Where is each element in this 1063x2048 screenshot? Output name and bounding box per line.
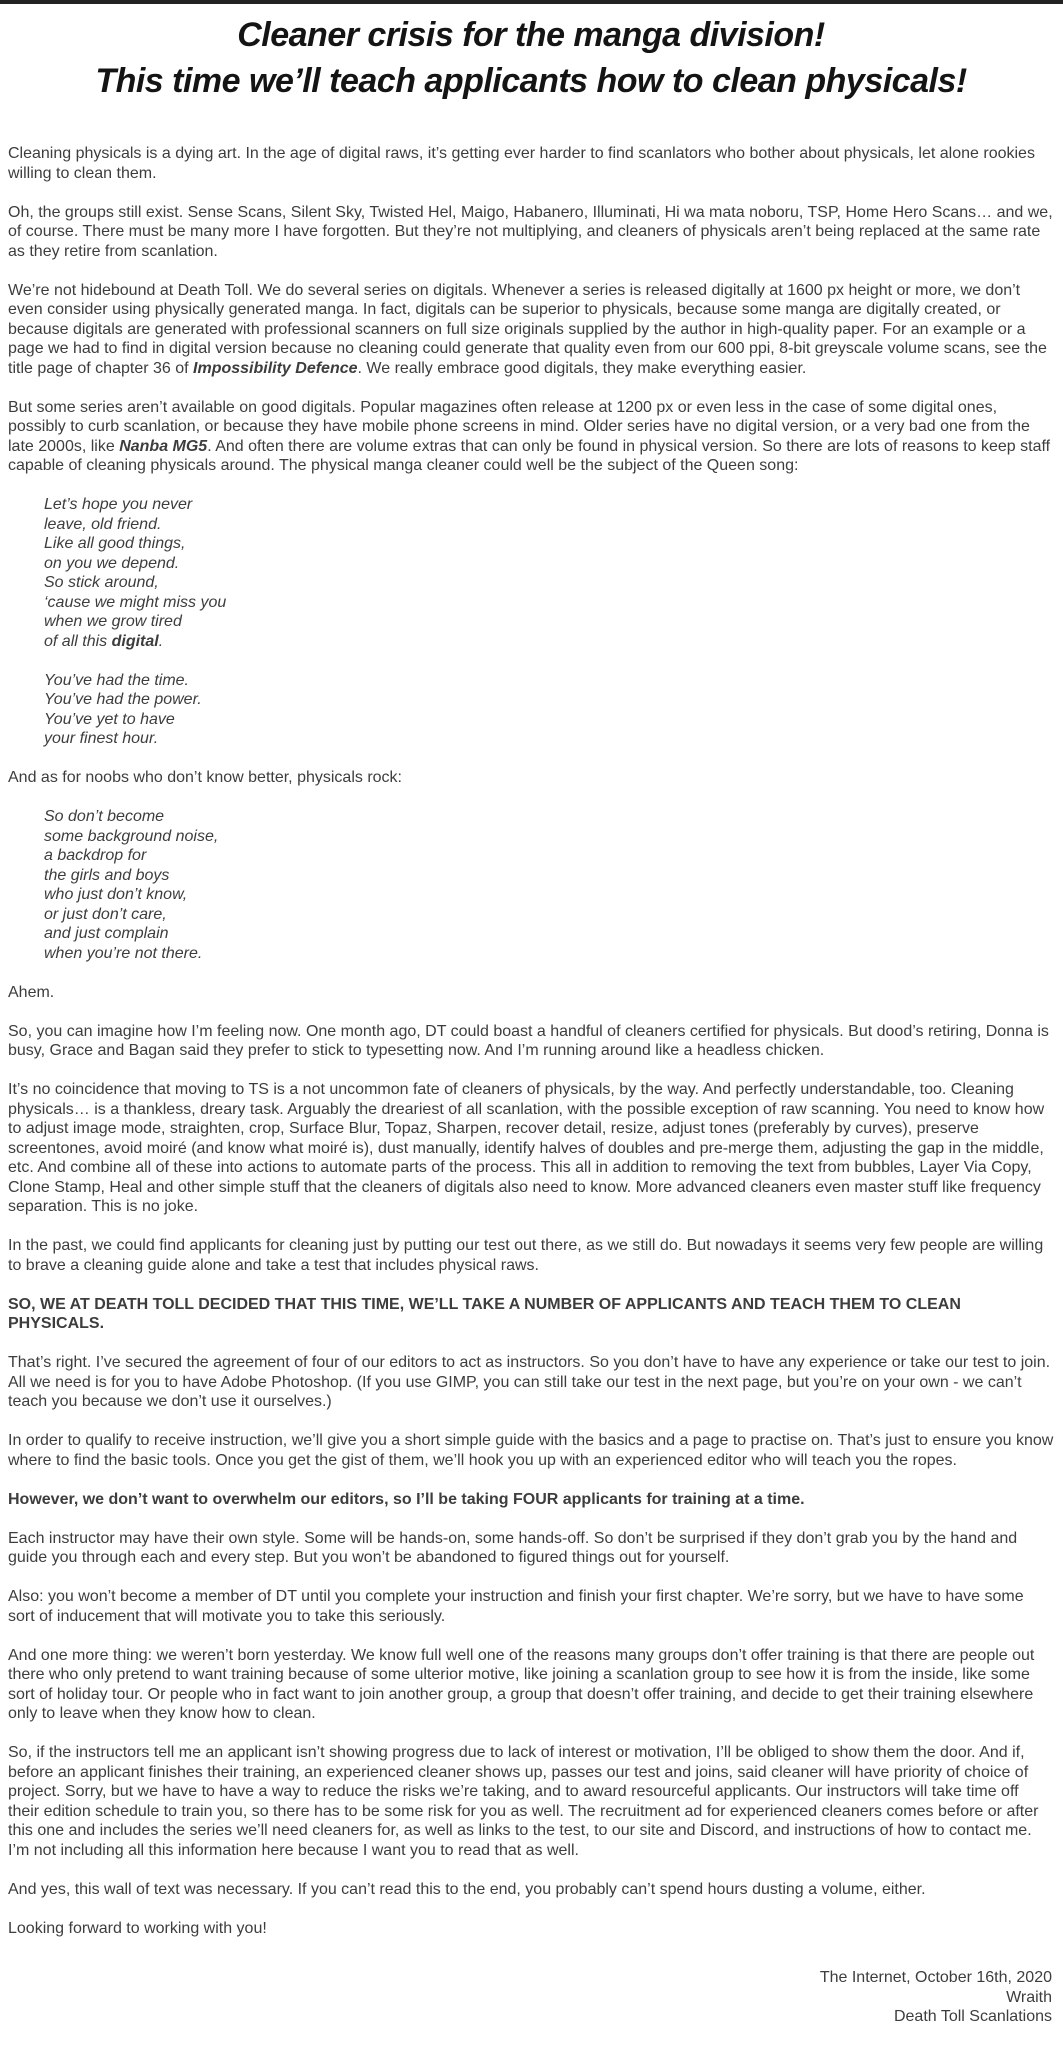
text-run: You’ve had the time. xyxy=(44,671,189,689)
page-title-line1: Cleaner crisis for the manga division! xyxy=(237,16,825,54)
text-run: So, you can imagine how I’m feeling now. One month ago, DT could boast a handful of cleaners certified for physicals. But dood’s retiring, Donna is busy, Grace and Bagan said they prefer to stick to typesetting now. And I’m running around like a headless chicken. xyxy=(8,1022,1049,1059)
paragraph xyxy=(8,768,1054,788)
text-run: . xyxy=(158,632,164,650)
text-run: Let’s hope you never xyxy=(44,496,193,513)
text-run: You’ve had the power. xyxy=(44,691,202,708)
text-run: So don’t become xyxy=(44,808,165,825)
verse-line xyxy=(44,924,1054,944)
signature-line: The Internet, October 16th, 2020 xyxy=(819,1969,1052,1986)
verse-line xyxy=(44,846,1054,866)
paragraph xyxy=(8,1743,1054,1860)
text-run: digital xyxy=(111,632,159,650)
paragraph xyxy=(8,1646,1054,1724)
text-run: your finest hour. xyxy=(44,730,159,747)
text-run: SO, WE AT DEATH TOLL DECIDED THAT THIS TIME, WE’LL TAKE A NUMBER OF APPLICANTS AND TEACH THEM TO CLEAN PHYSICALS. xyxy=(8,1295,961,1332)
text-run: of all this xyxy=(44,632,112,650)
song-verse xyxy=(44,807,1054,963)
text-run: In order to qualify to receive instruction, we’ll give you a short simple guide with the basics and a page to practise on. That’s just to ensure you know where to find the basic tools. Once you get the gist of them, we’ll hook you up with an experienced editor who will teach you the ropes. xyxy=(8,1432,1054,1469)
text-run: Cleaning physicals is a dying art. In the age of digital raws, it’s getting ever harder to find scanlators who bother about physicals, let alone rookies willing to clean them. xyxy=(8,145,1035,182)
verse-line xyxy=(44,866,1054,886)
emphasis-paragraph xyxy=(8,1490,1054,1510)
text-run: And yes, this wall of text was necessary. If you can’t read this to the end, you probably can’t spend hours dusting a volume, either. xyxy=(8,1880,926,1898)
top-border xyxy=(0,0,1063,4)
text-run: Impossibility Defence xyxy=(193,359,358,377)
song-verse xyxy=(44,671,1054,749)
paragraph xyxy=(8,144,1054,183)
text-run: Like all good things, xyxy=(44,535,186,552)
text-run: And as for noobs who don’t know better, physicals rock: xyxy=(8,769,402,786)
text-run: leave, old friend. xyxy=(44,515,162,533)
text-run: Ahem. xyxy=(8,983,55,1001)
text-run: So, if the instructors tell me an applicant isn’t showing progress due to lack of interest or motivation, I’ll be obliged to show them the door. And if, before an applicant finishes their training, an experienced cleaner shows up, passes our test and joins, said cleaner will have priority of choice of project. Sorry, but we have to have a way to reduce the risks we’re taking, and to award resourceful applicants. Our instructors will take time off their edition schedule to train you, so there has to be some risk for you as well. The recruitment ad for experienced cleaners comes before or after this one and includes the series we’ll need cleaners for, as well as links to the test, to our site and Discord, and instructions of how to contact me. I’m not including all this information here because I want you to read that as well. xyxy=(8,1744,1039,1859)
verse-line xyxy=(44,554,1054,574)
text-run: . And often there are volume extras that can only be found in physical version. So there are lots of reasons to keep staff capable of cleaning physicals around. The physical manga cleaner could well be the subject of the Queen song: xyxy=(8,437,1051,474)
verse-line xyxy=(44,710,1054,730)
page-title xyxy=(8,12,1054,104)
text-run: Oh, the groups still exist. Sense Scans, Silent Sky, Twisted Hel, Maigo, Habanero, Illuminati, Hi wa mata noboru, TSP, Home Hero Scans… and we, of course. There must be many more I have forgotten. But they’re not multiplying, and cleaners of physicals aren’t being replaced at the same rate as they retire from scanlation. xyxy=(8,203,1053,260)
text-run: Also: you won’t become a member of DT until you complete your instruction and finish your first chapter. We’re sorry, but we have to have some sort of inducement that will motivate you to take this seriously. xyxy=(8,1588,1024,1625)
verse-line xyxy=(44,632,1054,652)
text-run: a backdrop for xyxy=(44,847,147,864)
text-run: ‘cause we might miss you xyxy=(44,593,227,611)
text-run: who just don’t know, xyxy=(44,886,188,903)
text-run: That’s right. I’ve secured the agreement of four of our editors to act as instructors. So you don’t have to have any experience or take our test to join. All we need is for you to have Adobe Photoshop. (If you use GIMP, you can still take our test in the next page, but you’re on your own - we can’t teach you because we don’t use it ourselves.) xyxy=(8,1354,1051,1410)
paragraph xyxy=(8,1022,1054,1061)
text-run: You’ve yet to have xyxy=(44,710,175,728)
text-run: some background noise, xyxy=(44,827,219,845)
verse-line xyxy=(44,729,1054,749)
paragraph xyxy=(8,1080,1054,1217)
verse-line xyxy=(44,905,1054,925)
paragraph xyxy=(8,281,1054,379)
verse-line xyxy=(44,612,1054,632)
verse-line xyxy=(44,671,1054,691)
verse-line xyxy=(44,885,1054,905)
verse-line xyxy=(44,573,1054,593)
text-run: the girls and boys xyxy=(44,866,170,884)
text-run: We’re not hidebound at Death Toll. We do several series on digitals. Whenever a series is released digitally at 1600 px height or more, we don’t even consider using physically generated manga. In fact, digitals can be superior to physicals, because some manga are digitally created, or because digitals are generated with professional scanners on full size originals supplied by the author in high-quality paper. For an example or a page we had to find in digital version because no cleaning could generate that quality even from our 600 ppi, 8-bit greyscale volume scans, see the title page of chapter 36 of xyxy=(8,281,1047,377)
signature-line: Wraith xyxy=(1006,1988,1052,2006)
paragraph xyxy=(8,1353,1054,1412)
text-run: on you we depend. xyxy=(44,554,180,572)
paragraph xyxy=(8,1236,1054,1275)
text-run: Each instructor may have their own style. Some will be hands-on, some hands-off. So don’t be surprised if they don’t grab you by the hand and guide you through each and every step. But you won’t be abandoned to figured things out for yourself. xyxy=(8,1529,1018,1566)
paragraph xyxy=(8,1529,1054,1568)
emphasis-paragraph xyxy=(8,1295,1054,1334)
text-run: and just complain xyxy=(44,925,169,942)
text-run: when you’re not there. xyxy=(44,944,203,962)
verse-line xyxy=(44,593,1054,613)
paragraph xyxy=(8,1880,1054,1900)
verse-line xyxy=(44,944,1054,964)
signature-block xyxy=(8,1968,1054,2027)
verse-line xyxy=(44,807,1054,827)
text-run: when we grow tired xyxy=(44,613,182,630)
paragraph xyxy=(8,398,1054,476)
paragraph xyxy=(8,1919,1054,1939)
text-run: And one more thing: we weren’t born yesterday. We know full well one of the reasons many groups don’t offer training is that there are people out there who only pretend to want training because of some ulterior motive, like joining a scanlation group to see how it is from the inside, like some sort of holiday tour. Or people who in fact want to join another group, a group that doesn’t offer training, and decide to get their training elsewhere only to leave when they know how to clean. xyxy=(8,1646,1035,1722)
text-run: So stick around, xyxy=(44,574,159,591)
text-run: It’s no coincidence that moving to TS is a not uncommon fate of cleaners of physicals, by the way. And perfectly understandable, too. Cleaning physicals… is a thankless, dreary task. Arguably the dreariest of all scanlation, with the possible exception of raw scanning. You need to know how to adjust image mode, straighten, crop, Surface Blur, Topaz, Sharpen, recover detail, resize, adjust tones (preferably by curves), preserve screentones, avoid moiré (and know what moiré is), dust manually, identify halves of doubles and pre-merge them, adjusting the gap in the middle, etc. And combine all of these into actions to automate parts of the process. This all in addition to removing the text from bubbles, Layer Via Copy, Clone Stamp, Heal and other simple stuff that the cleaners of digitals also need to know. More advanced cleaners even master stuff like frequency separation. This is no joke. xyxy=(8,1081,1045,1215)
paragraph xyxy=(8,983,1054,1003)
paragraph xyxy=(8,203,1054,262)
verse-line xyxy=(44,534,1054,554)
text-run: or just don’t care, xyxy=(44,905,167,923)
paragraph xyxy=(8,1587,1054,1626)
signature-line: Death Toll Scanlations xyxy=(893,2008,1052,2025)
paragraph xyxy=(8,1431,1054,1470)
text-run: But some series aren’t available on good digitals. Popular magazines often release at 1200 px or even less in the case of some digital ones, possibly to curb scanlation, or because they have mobile phone screens in mind. Older series have no digital version, or a very bad one from the late 2000s, like xyxy=(8,398,1030,455)
verse-line xyxy=(44,515,1054,535)
text-run: Nanba MG5 xyxy=(119,437,208,455)
verse-line xyxy=(44,690,1054,710)
verse-line xyxy=(44,827,1054,847)
text-run: However, we don’t want to overwhelm our editors, so I’ll be taking FOUR applicants for training at a time. xyxy=(8,1490,805,1508)
verse-line xyxy=(44,495,1054,515)
text-run: In the past, we could find applicants for cleaning just by putting our test out there, as we still do. But nowadays it seems very few people are willing to brave a cleaning guide alone and take a test that includes physical raws. xyxy=(8,1237,1044,1274)
document-body xyxy=(8,144,1054,1938)
text-run: Looking forward to working with you! xyxy=(8,1919,267,1937)
page-title-line2: This time we’ll teach applicants how to clean physicals! xyxy=(95,62,967,100)
text-run: . We really embrace good digitals, they make everything easier. xyxy=(357,359,807,377)
song-verse xyxy=(44,495,1054,651)
